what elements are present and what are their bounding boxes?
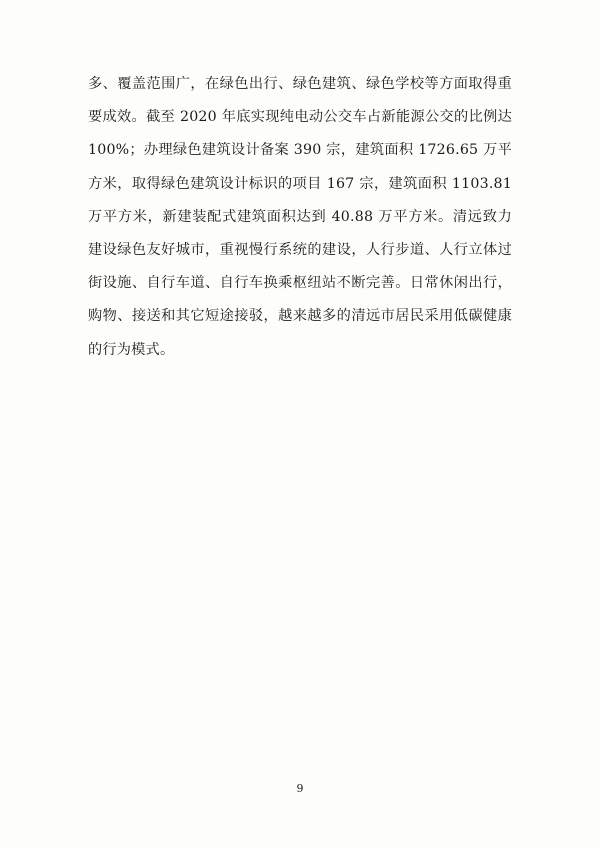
page-number: 9: [296, 782, 304, 795]
body-paragraph: 多、覆盖范围广，在绿色出行、绿色建筑、绿色学校等方面取得重要成效。截至 2020 年底实现纯电动公交车占新能源公交的比例达 100%；办理绿色建筑设计备案 390 宗，建筑面积 1726.65 万平方米，取得绿色建筑设计标识的项目 167 宗，建筑面积 1103.81 万平方米，新建装配式建筑面积达到 40.88 万平方米。清远致力建设绿色友好城市，重视慢行系统的建设，人行步道、人行立体过街设施、自行车道、自行车换乘枢纽站不断完善。日常休闲出行，购物、接送和其它短途接驳，越来越多的清远市居民采用低碳健康的行为模式。: [88, 76, 512, 358]
page-content: [88, 68, 512, 367]
